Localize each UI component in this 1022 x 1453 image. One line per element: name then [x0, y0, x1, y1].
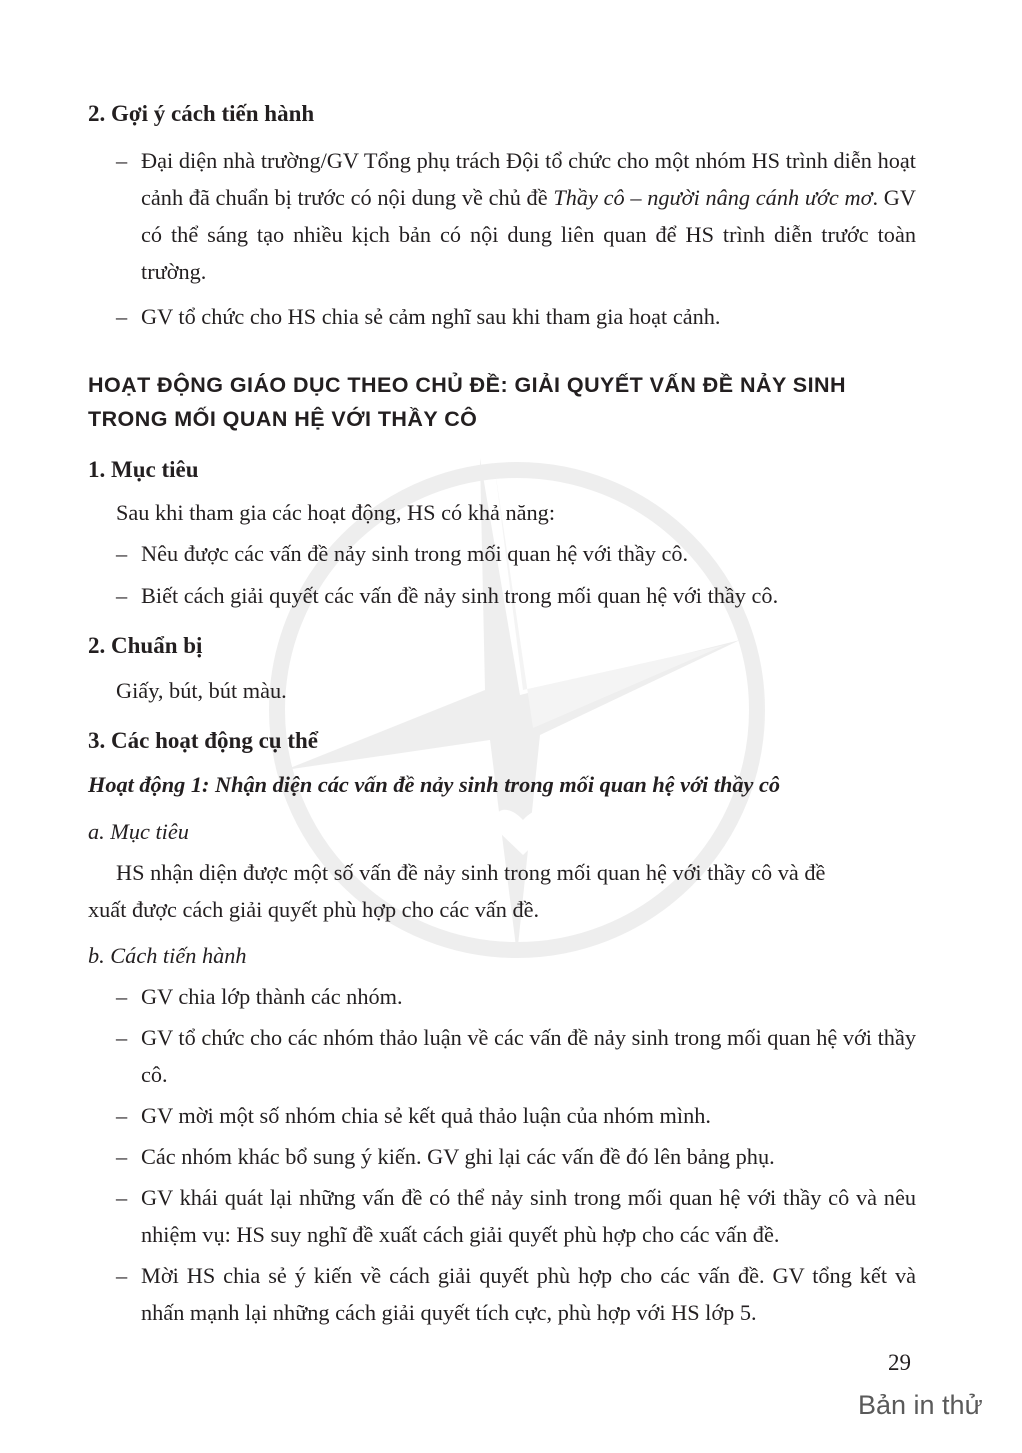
list-item: – Đại diện nhà trường/GV Tổng phụ trách Đội tổ chức cho một nhóm HS trình diễn hoạt cảnh đã chuẩn bị trước có nội dung về chủ đề Thầy cô – người nâng cánh ước mơ. GV có thể sáng tạo nhiều kịch bản có nội dung liên quan để HS trình diễn trước toàn trường. — [116, 142, 916, 290]
list-dash: – — [116, 1025, 128, 1050]
preparation-text: Giấy, bút, bút màu. — [116, 678, 287, 703]
section-heading-objectives: 1. Mục tiêu — [88, 457, 199, 482]
objective-text-line-2: xuất được cách giải quyết phù hợp cho các vấn đề. — [88, 897, 540, 922]
list-dash: – — [116, 1144, 128, 1169]
list-item: – GV tổ chức cho các nhóm thảo luận về các vấn đề nảy sinh trong mối quan hệ với thầy cô. — [116, 1019, 916, 1093]
topic-title: Thầy cô – người nâng cánh ước mơ — [553, 185, 873, 210]
list-dash: – — [116, 541, 128, 566]
objectives-intro: Sau khi tham gia các hoạt động, HS có khả năng: — [116, 500, 556, 525]
list-dash: – — [116, 984, 128, 1009]
list-dash: – — [116, 583, 128, 608]
activity-1-title: Hoạt động 1: Nhận diện các vấn đề nảy sinh trong mối quan hệ với thầy cô — [88, 772, 781, 797]
main-heading-line-2: TRONG MỐI QUAN HỆ VỚI THẦY CÔ — [88, 407, 478, 431]
list-item: – GV chia lớp thành các nhóm. — [116, 978, 916, 1015]
list-item: – GV tổ chức cho HS chia sẻ cảm nghĩ sau khi tham gia hoạt cảnh. — [116, 298, 916, 335]
page-number: 29 — [888, 1350, 911, 1375]
section-heading-preparation: 2. Chuẩn bị — [88, 633, 203, 658]
main-heading-line-1: HOẠT ĐỘNG GIÁO DỤC THEO CHỦ ĐỀ: GIẢI QUYẾT VẤN ĐỀ NẢY SINH — [88, 373, 846, 397]
list-item: – Biết cách giải quyết các vấn đề nảy sinh trong mối quan hệ với thầy cô. — [116, 577, 916, 614]
list-dash: – — [116, 1185, 128, 1210]
objective-label: a. Mục tiêu — [88, 819, 189, 844]
section-heading-activities: 3. Các hoạt động cụ thể — [88, 728, 319, 753]
list-item: – GV mời một số nhóm chia sẻ kết quả thảo luận của nhóm mình. — [116, 1097, 916, 1134]
list-dash: – — [116, 304, 128, 329]
procedure-label: b. Cách tiến hành — [88, 943, 247, 968]
list-item: – Mời HS chia sẻ ý kiến về cách giải quyết phù hợp cho các vấn đề. GV tổng kết và nhấn mạnh lại những cách giải quyết tích cực, phù hợp với HS lớp 5. — [116, 1257, 916, 1331]
draft-stamp: Bản in thử — [858, 1390, 983, 1420]
list-dash: – — [116, 1263, 128, 1288]
list-item: – Nêu được các vấn đề nảy sinh trong mối quan hệ với thầy cô. — [116, 535, 916, 572]
section-heading-procedure: 2. Gợi ý cách tiến hành — [88, 101, 315, 126]
list-dash: – — [116, 148, 128, 173]
objective-text-line-1: HS nhận diện được một số vấn đề nảy sinh trong mối quan hệ với thầy cô và đề — [116, 860, 826, 885]
list-dash: – — [116, 1103, 128, 1128]
list-item: – Các nhóm khác bổ sung ý kiến. GV ghi lại các vấn đề đó lên bảng phụ. — [116, 1138, 916, 1175]
list-item: – GV khái quát lại những vấn đề có thể nảy sinh trong mối quan hệ với thầy cô và nêu nhiệm vụ: HS suy nghĩ đề xuất cách giải quyết phù hợp cho các vấn đề. — [116, 1179, 916, 1253]
